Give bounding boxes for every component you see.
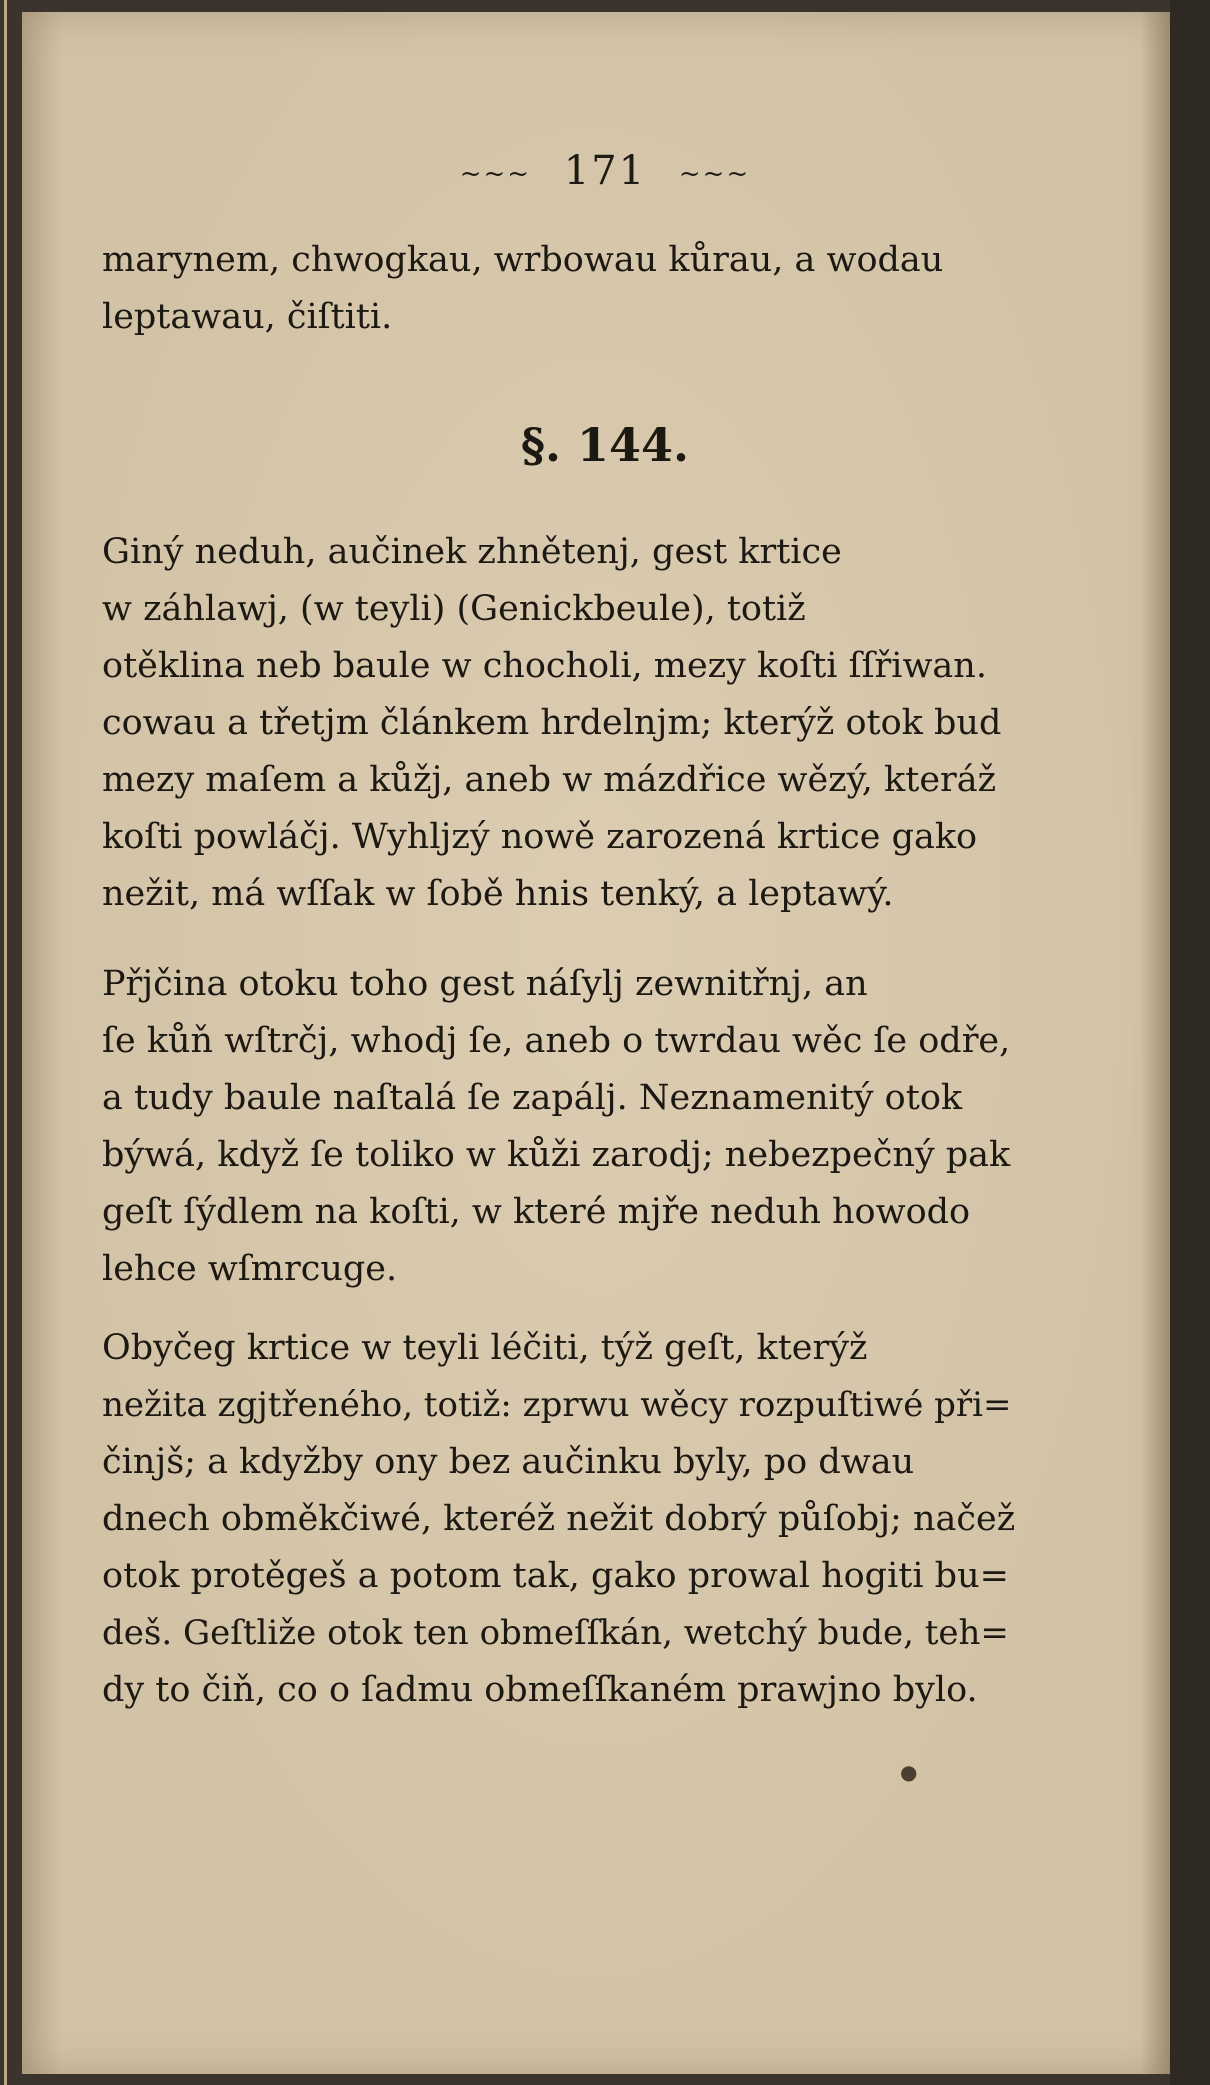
page-header — [0, 148, 1210, 194]
text-line: otok protěgeš a potom tak, gako prowal hogiti bu= — [102, 1556, 1009, 1596]
page-number: 171 — [563, 148, 647, 194]
text-line: Přjčina otoku toho gest náſylj zewnitřnj, an — [102, 964, 868, 1004]
text-line: dnech obměkčiwé, kteréž nežit dobrý půſobj; načež — [102, 1499, 1016, 1539]
page-edge-shadow — [1170, 0, 1210, 2085]
text-line: leptawau, čiſtiti. — [102, 297, 393, 337]
text-line: marynem, chwogkau, wrbowau kůrau, a wodau — [102, 240, 944, 280]
paragraph-3 — [102, 1320, 1022, 1719]
section-heading: §. 144. — [520, 418, 690, 472]
text-line: otěklina neb baule w chocholi, mezy koſti ſſřiwan. — [102, 646, 987, 686]
gutter-line — [4, 0, 7, 2085]
text-line: nežita zgjtřeného, totiž: zprwu wěcy rozpuſtiwé při= — [102, 1385, 1012, 1425]
ornament-left: ~~~ — [459, 159, 532, 189]
text-line: činjš; a kdyžby ony bez aučinku byly, po dwau — [102, 1442, 915, 1482]
text-line: býwá, když ſe toliko w kůži zarodj; nebezpečný pak — [102, 1135, 1011, 1175]
paragraph-2 — [102, 956, 1022, 1298]
text-line: deš. Geſtliže otok ten obmeſſkán, wetchý bude, teh= — [102, 1613, 1009, 1653]
paragraph-1 — [102, 524, 1022, 923]
text-line: Obyčeg krtice w teyli léčiti, týž geſt, kterýž — [102, 1328, 868, 1368]
text-line: cowau a třetjm článkem hrdelnjm; kterýž otok bud — [102, 703, 1002, 743]
text-line: mezy maſem a kůžj, aneb w mázdřice wězý, kteráž — [102, 760, 997, 800]
text-line: lehce wſmrcuge. — [102, 1249, 398, 1289]
text-line: nežit, má wſſak w ſobě hnis tenký, a leptawý. — [102, 874, 894, 914]
text-line: w záhlawj, (w teyli) (Genickbeule), totiž — [102, 589, 806, 629]
text-line: dy to čiň, co o ſadmu obmeſſkaném prawjno bylo. — [102, 1670, 978, 1710]
text-line: geſt ſýdlem na koſti, w které mjře neduh howodo — [102, 1192, 971, 1232]
ink-speck: ● — [900, 1760, 918, 1784]
text-line: Giný neduh, aučinek zhnětenj, gest krtice — [102, 532, 842, 572]
ornament-right: ~~~ — [678, 159, 751, 189]
text-line: koſti powláčj. Wyhljzý nowě zarozená krtice gako — [102, 817, 978, 857]
paragraph-continued — [102, 232, 1022, 346]
text-line: ſe kůň wſtrčj, whodj ſe, aneb o twrdau wěc ſe odře, — [102, 1021, 1011, 1061]
text-line: a tudy baule naſtalá ſe zapálj. Neznamenitý otok — [102, 1078, 963, 1118]
